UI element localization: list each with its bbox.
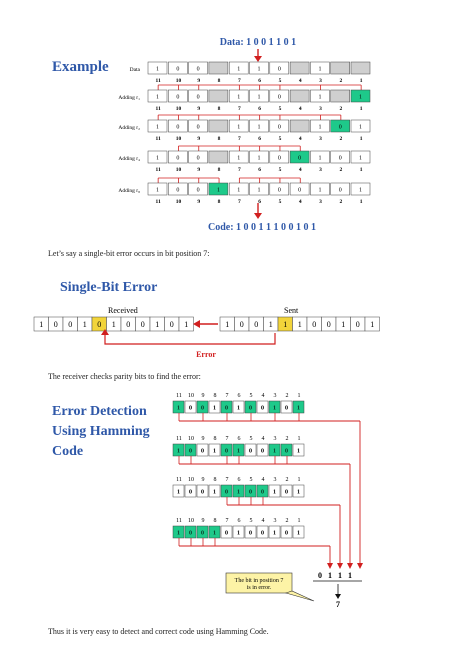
example-bit-value: 0 — [196, 155, 200, 162]
detection-bit-value: 1 — [272, 488, 277, 496]
example-bit-value: 1 — [156, 187, 160, 194]
example-bit-value: 0 — [338, 124, 342, 131]
example-position-label: 8 — [217, 167, 221, 173]
example-position-label: 4 — [298, 106, 302, 112]
detection-bit-value: 1 — [296, 447, 301, 455]
example-bit-value: 1 — [318, 124, 322, 131]
detection-position-label: 9 — [201, 518, 205, 524]
detection-bit-value: 1 — [272, 447, 277, 455]
example-position-label: 11 — [155, 106, 161, 112]
detection-bit-value: 0 — [248, 447, 253, 455]
single-bit-value: 1 — [225, 320, 230, 329]
example-heading: Example — [52, 59, 109, 75]
detection-heading-line1: Error Detection — [52, 404, 147, 419]
received-label: Received — [108, 306, 138, 315]
example-bit-cell — [290, 120, 309, 132]
single-bit-value: 1 — [184, 320, 189, 329]
example-position-label: 9 — [197, 136, 201, 142]
detection-bit-value: 0 — [284, 488, 289, 496]
detection-bit-value: 1 — [176, 529, 181, 537]
example-position-label: 11 — [155, 199, 161, 205]
example-bit-cell — [209, 90, 228, 102]
single-bit-value: 0 — [239, 320, 244, 329]
example-position-label: 2 — [339, 136, 343, 142]
example-bit-cell — [331, 90, 350, 102]
caption-parity-check: The receiver checks parity bits to find the error: — [48, 372, 201, 381]
detection-bit-value: 0 — [224, 404, 229, 412]
example-bit-value: 0 — [338, 187, 342, 194]
detection-position-label: 8 — [213, 436, 217, 442]
example-bit-value: 0 — [277, 155, 281, 162]
single-bit-value: 1 — [39, 320, 44, 329]
example-bit-value: 1 — [156, 94, 160, 101]
example-position-label: 10 — [175, 106, 182, 112]
example-position-label: 7 — [237, 199, 241, 205]
detection-bit-value: 1 — [296, 488, 301, 496]
detection-position-label: 7 — [225, 436, 229, 442]
example-bit-value: 1 — [257, 66, 261, 73]
example-position-label: 5 — [278, 106, 282, 112]
single-bit-value: 1 — [268, 320, 273, 329]
example-position-label: 4 — [298, 136, 302, 142]
error-label: Error — [196, 350, 216, 359]
detection-bit-value: 1 — [212, 488, 217, 496]
example-position-label: 8 — [217, 136, 221, 142]
example-bit-value: 1 — [318, 66, 322, 73]
example-position-label: 6 — [258, 136, 262, 142]
detection-position-label: 1 — [297, 477, 301, 483]
example-bit-value: 0 — [338, 155, 342, 162]
example-bit-value: 1 — [257, 94, 261, 101]
single-bit-heading: Single-Bit Error — [60, 280, 158, 295]
example-position-label: 6 — [258, 78, 262, 84]
example-bit-value: 1 — [359, 94, 363, 101]
detection-bit-value: 0 — [188, 488, 193, 496]
example-bit-value: 1 — [257, 155, 261, 162]
detection-bit-value: 1 — [296, 529, 301, 537]
detection-position-label: 6 — [237, 518, 241, 524]
detection-position-label: 9 — [201, 436, 205, 442]
example-position-label: 1 — [359, 199, 363, 205]
example-position-label: 4 — [298, 167, 302, 173]
example-bit-value: 1 — [237, 124, 241, 131]
example-position-label: 1 — [359, 167, 363, 173]
detection-position-label: 6 — [237, 393, 241, 399]
example-bit-cell — [209, 120, 228, 132]
example-position-label: 7 — [237, 136, 241, 142]
example-position-label: 1 — [359, 78, 363, 84]
example-position-label: 5 — [278, 199, 282, 205]
example-bit-value: 0 — [176, 66, 180, 73]
example-position-label: 5 — [278, 136, 282, 142]
example-position-label: 9 — [197, 106, 201, 112]
detection-position-label: 3 — [273, 393, 277, 399]
example-bit-cell — [351, 62, 370, 74]
detection-bit-value: 0 — [248, 404, 253, 412]
example-position-label: 3 — [319, 78, 322, 84]
detection-position-label: 6 — [237, 436, 241, 442]
detection-bit-value: 0 — [224, 447, 229, 455]
example-position-label: 4 — [298, 78, 302, 84]
single-bit-value: 1 — [370, 320, 375, 329]
detection-position-label: 5 — [249, 393, 253, 399]
detection-position-label: 5 — [249, 518, 253, 524]
example-bit-value: 0 — [176, 155, 180, 162]
detection-bit-value: 0 — [224, 488, 229, 496]
detection-bit-value: 1 — [212, 404, 217, 412]
single-bit-value: 1 — [297, 320, 302, 329]
example-bit-value: 0 — [176, 124, 180, 131]
example-bit-value: 1 — [156, 124, 160, 131]
detection-bit-value: 1 — [236, 488, 241, 496]
detection-bit-value: 0 — [260, 447, 265, 455]
example-bit-value: 0 — [196, 66, 200, 73]
example-row-label: Adding r₁ — [118, 95, 140, 101]
example-position-label: 5 — [278, 167, 282, 173]
detection-position-label: 9 — [201, 477, 205, 483]
example-bit-value: 0 — [298, 155, 302, 162]
example-bit-value: 0 — [277, 124, 281, 131]
detection-heading-line2: Using Hamming — [52, 424, 150, 439]
example-row-label: Data — [129, 67, 140, 73]
detection-position-label: 2 — [285, 436, 289, 442]
detection-bit-value: 1 — [176, 488, 181, 496]
example-rows — [118, 62, 370, 205]
example-position-label: 6 — [258, 106, 262, 112]
detection-bit-value: 1 — [212, 447, 217, 455]
example-bit-value: 1 — [359, 187, 363, 194]
single-bit-value: 0 — [68, 320, 73, 329]
detection-result-bits — [318, 571, 352, 580]
example-bit-value: 1 — [237, 94, 241, 101]
example-bit-value: 1 — [359, 155, 363, 162]
example-bit-value: 0 — [176, 94, 180, 101]
example-row-label: Adding r₄ — [118, 156, 140, 162]
detection-rows — [173, 393, 304, 538]
detection-position-label: 11 — [176, 477, 182, 483]
single-bit-value: 0 — [355, 320, 360, 329]
detection-bit-value: 0 — [200, 404, 205, 412]
detection-position-label: 10 — [188, 518, 194, 524]
single-bit-value: 0 — [169, 320, 174, 329]
example-position-label: 2 — [339, 78, 343, 84]
example-position-label: 10 — [175, 78, 182, 84]
single-bit-value: 0 — [140, 320, 145, 329]
example-position-label: 3 — [319, 106, 322, 112]
example-position-label: 7 — [237, 78, 241, 84]
example-bit-value: 0 — [176, 187, 180, 194]
example-bit-value: 0 — [277, 94, 281, 101]
sent-bits — [220, 317, 380, 331]
example-position-label: 11 — [155, 167, 161, 173]
detection-position-label: 3 — [273, 436, 277, 442]
detection-bit-value: 0 — [188, 404, 193, 412]
single-bit-value: 1 — [155, 320, 160, 329]
detection-figure — [0, 385, 474, 615]
example-position-label: 9 — [197, 167, 201, 173]
detection-position-label: 11 — [176, 393, 182, 399]
single-bit-value: 0 — [312, 320, 317, 329]
detection-bit-value: 1 — [272, 529, 277, 537]
example-bit-cell — [331, 62, 350, 74]
callout-line1: The bit in position 7 — [234, 578, 284, 584]
example-bit-cell — [209, 62, 228, 74]
single-bit-value: 0 — [126, 320, 131, 329]
detection-bit-value: 0 — [248, 529, 253, 537]
example-position-label: 7 — [237, 167, 241, 173]
detection-bit-value: 0 — [284, 447, 289, 455]
example-position-label: 9 — [197, 199, 201, 205]
detection-bit-value: 1 — [236, 404, 241, 412]
example-position-label: 2 — [339, 167, 343, 173]
example-position-label: 10 — [175, 167, 182, 173]
example-position-label: 2 — [339, 106, 343, 112]
detection-position-label: 7 — [225, 477, 229, 483]
example-position-label: 8 — [217, 199, 221, 205]
detection-position-label: 1 — [297, 436, 301, 442]
detection-bit-value: 1 — [236, 447, 241, 455]
detection-bit-value: 0 — [224, 529, 229, 537]
example-position-label: 4 — [298, 199, 302, 205]
detection-position-label: 2 — [285, 393, 289, 399]
example-bit-value: 0 — [196, 124, 200, 131]
detection-position-label: 4 — [261, 477, 265, 483]
example-bit-value: 0 — [277, 66, 281, 73]
detection-bit-value: 0 — [200, 529, 205, 537]
example-bit-value: 1 — [237, 155, 241, 162]
example-figure — [0, 0, 474, 235]
detection-bit-value: 0 — [248, 488, 253, 496]
example-bit-value: 0 — [196, 94, 200, 101]
result-bit: 1 — [328, 571, 332, 580]
example-row-label: Adding r₂ — [118, 125, 140, 131]
example-data-title: Data: 1 0 0 1 1 0 1 — [219, 37, 297, 48]
detection-bit-value: 0 — [188, 529, 193, 537]
caption-single-bit: Let’s say a single-bit error occurs in bit position 7: — [48, 249, 210, 258]
detection-position-label: 4 — [261, 518, 265, 524]
detection-position-label: 7 — [225, 518, 229, 524]
example-bit-value: 1 — [237, 66, 241, 73]
detection-position-label: 3 — [273, 477, 277, 483]
detection-bit-value: 1 — [236, 529, 241, 537]
detection-position-label: 5 — [249, 477, 253, 483]
example-bit-value: 1 — [318, 187, 322, 194]
example-bit-value: 0 — [298, 187, 302, 194]
single-bit-value: 1 — [283, 320, 288, 329]
example-position-label: 6 — [258, 199, 262, 205]
detection-position-label: 2 — [285, 518, 289, 524]
single-bit-value: 0 — [97, 320, 102, 329]
detection-position-label: 4 — [261, 436, 265, 442]
example-bit-value: 1 — [257, 124, 261, 131]
detection-position-label: 7 — [225, 393, 229, 399]
detection-position-label: 4 — [261, 393, 265, 399]
detection-position-label: 8 — [213, 518, 217, 524]
result-bit: 1 — [348, 571, 352, 580]
example-bit-value: 1 — [237, 187, 241, 194]
example-code-line: Code: 1 0 0 1 1 1 0 0 1 0 1 — [207, 222, 317, 233]
example-position-label: 7 — [237, 106, 241, 112]
example-bit-cell — [290, 62, 309, 74]
example-position-label: 1 — [359, 136, 363, 142]
detection-bit-value: 1 — [176, 404, 181, 412]
example-bit-value: 0 — [277, 187, 281, 194]
example-position-label: 9 — [197, 78, 201, 84]
example-bit-cell — [290, 90, 309, 102]
example-position-label: 5 — [278, 78, 282, 84]
result-bit: 1 — [338, 571, 342, 580]
example-row-label: Adding r₈ — [118, 188, 140, 194]
detection-position-label: 11 — [176, 436, 182, 442]
example-position-label: 3 — [319, 199, 322, 205]
detection-position-label: 11 — [176, 518, 182, 524]
detection-bit-value: 1 — [272, 404, 277, 412]
caption-conclusion: Thus it is very easy to detect and correct code using Hamming Code. — [48, 627, 269, 636]
detection-bit-value: 1 — [212, 529, 217, 537]
single-bit-figure — [0, 265, 474, 365]
example-bit-value: 1 — [318, 94, 322, 101]
detection-bit-value: 0 — [200, 488, 205, 496]
example-position-label: 11 — [155, 78, 161, 84]
result-bit: 0 — [318, 571, 322, 580]
example-position-label: 10 — [175, 199, 182, 205]
callout-line2: is in error. — [246, 585, 272, 591]
detection-position-label: 9 — [201, 393, 205, 399]
example-bit-value: 0 — [196, 187, 200, 194]
example-bit-cell — [209, 151, 228, 163]
example-bit-value: 1 — [216, 187, 220, 194]
detection-bit-value: 0 — [284, 404, 289, 412]
detection-position-label: 8 — [213, 477, 217, 483]
detection-position-label: 10 — [188, 393, 194, 399]
example-position-label: 10 — [175, 136, 182, 142]
single-bit-value: 1 — [341, 320, 346, 329]
example-bit-value: 1 — [156, 66, 160, 73]
detection-bit-value: 0 — [284, 529, 289, 537]
example-bit-value: 1 — [156, 155, 160, 162]
detection-position-label: 6 — [237, 477, 241, 483]
detection-bit-value: 0 — [260, 404, 265, 412]
detection-bit-value: 1 — [176, 447, 181, 455]
detection-bit-value: 0 — [260, 488, 265, 496]
detection-heading-line3: Code — [52, 444, 84, 459]
example-bit-value: 1 — [257, 187, 261, 194]
detection-bit-value: 0 — [260, 529, 265, 537]
example-position-label: 3 — [319, 136, 322, 142]
example-position-label: 3 — [319, 167, 322, 173]
single-bit-value: 0 — [53, 320, 58, 329]
detection-position-label: 1 — [297, 518, 301, 524]
detection-bit-value: 0 — [188, 447, 193, 455]
example-position-label: 1 — [359, 106, 363, 112]
example-bit-value: 1 — [359, 124, 363, 131]
example-bit-value: 1 — [318, 155, 322, 162]
sent-label: Sent — [284, 306, 299, 315]
example-position-label: 11 — [155, 136, 161, 142]
single-bit-value: 0 — [254, 320, 259, 329]
example-position-label: 6 — [258, 167, 262, 173]
detection-position-label: 1 — [297, 393, 301, 399]
example-position-label: 8 — [217, 78, 221, 84]
example-position-label: 2 — [339, 199, 343, 205]
detection-position-label: 10 — [188, 436, 194, 442]
single-bit-value: 1 — [82, 320, 87, 329]
detection-position-label: 5 — [249, 436, 253, 442]
detection-bit-value: 1 — [296, 404, 301, 412]
single-bit-value: 0 — [326, 320, 331, 329]
detection-position-label: 2 — [285, 477, 289, 483]
detection-position-label: 8 — [213, 393, 217, 399]
detection-position-label: 10 — [188, 477, 194, 483]
single-bit-value: 1 — [111, 320, 116, 329]
detection-position-label: 3 — [273, 518, 277, 524]
detection-bit-value: 0 — [200, 447, 205, 455]
received-bits — [34, 317, 194, 331]
example-position-label: 8 — [217, 106, 221, 112]
result-value: 7 — [336, 600, 340, 609]
